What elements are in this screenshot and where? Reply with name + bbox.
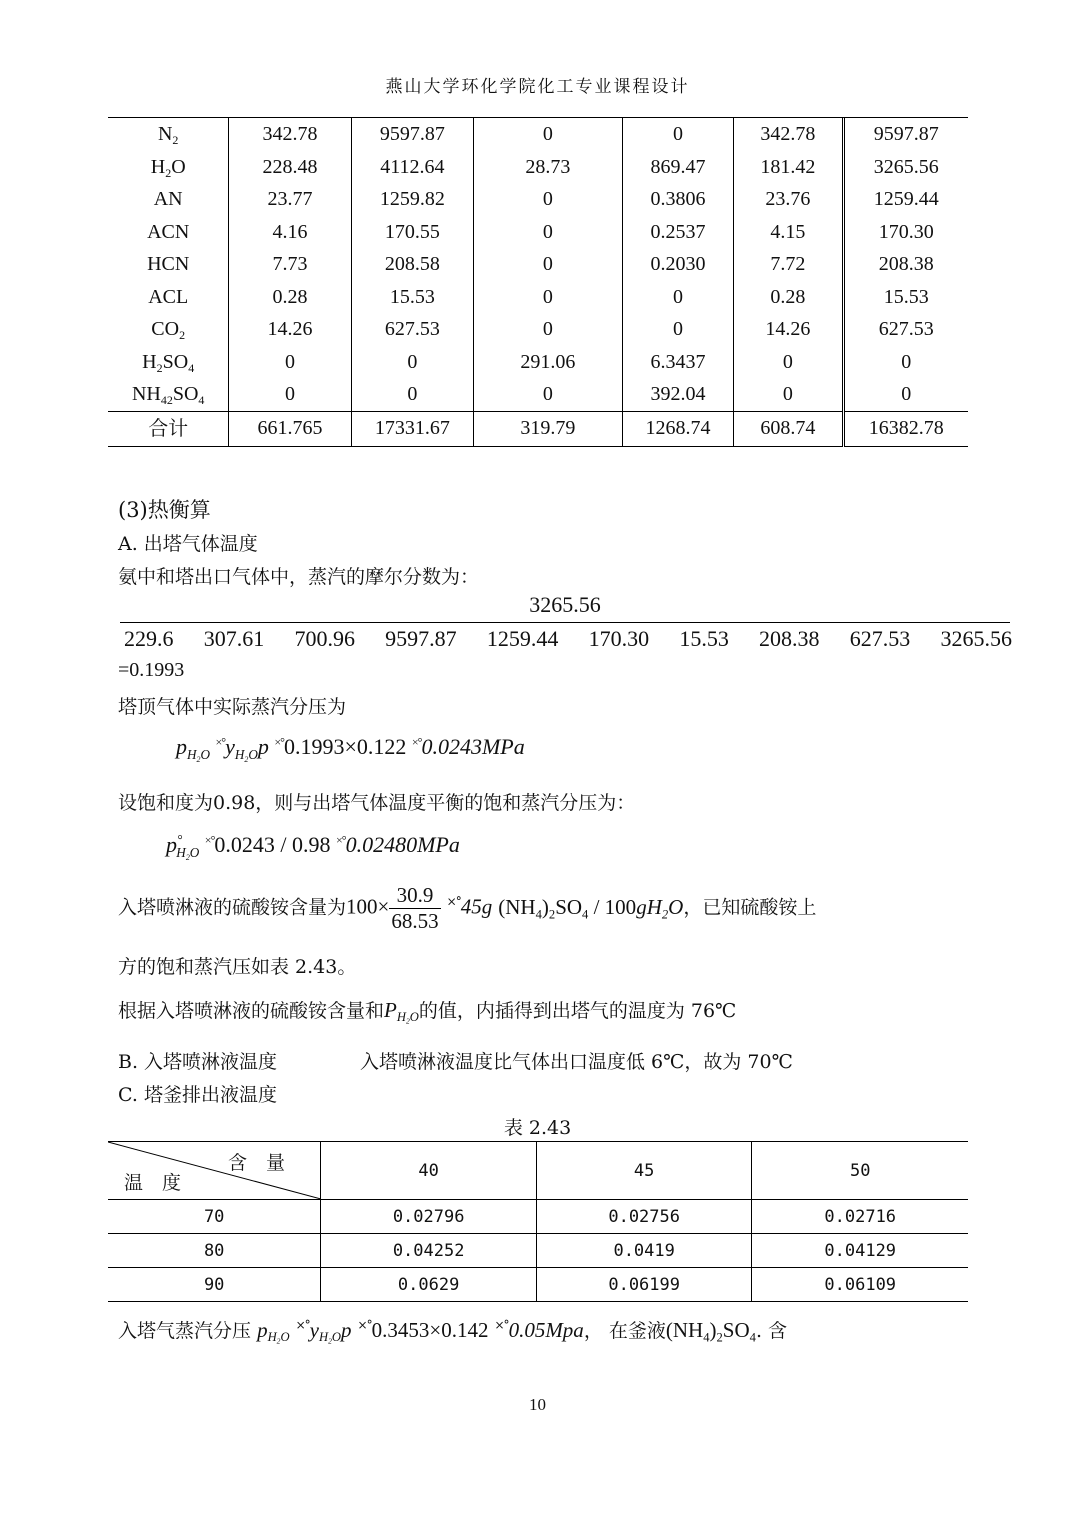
interpolation-suffix: 的值，内插得到出塔气的温度为 76℃ bbox=[418, 1000, 737, 1022]
equation-result: 0.02480MPa bbox=[345, 832, 460, 857]
table-cell: 0.0419 bbox=[536, 1234, 752, 1268]
table-cell: 0 bbox=[622, 313, 733, 346]
content-coefficient: 100× bbox=[346, 894, 390, 919]
table-cell: 208.58 bbox=[351, 248, 473, 281]
denominator-term: 208.38 bbox=[759, 626, 820, 651]
denominator-term: 170.30 bbox=[588, 626, 650, 651]
corner-label-content: 含 量 bbox=[228, 1152, 286, 1174]
bottom-values: 0.3453×0.142 bbox=[371, 1318, 489, 1342]
component-label: ACL bbox=[148, 285, 189, 308]
total-label: 合计 bbox=[108, 411, 229, 446]
table-row bbox=[108, 1200, 968, 1234]
component-label: AN bbox=[153, 188, 183, 210]
content-line-2: 方的饱和蒸汽压如表 2.43。 bbox=[118, 956, 357, 978]
table-cell: 0 bbox=[351, 378, 473, 411]
table-header-row bbox=[108, 1142, 968, 1200]
table-cell: 1259.44 bbox=[843, 183, 968, 216]
content-denominator: 68.53 bbox=[391, 909, 439, 933]
table-cell: 627.53 bbox=[843, 313, 968, 346]
subsection-b-title: B. 入塔喷淋液温度 bbox=[118, 1051, 278, 1073]
table-cell: 0 bbox=[474, 216, 623, 249]
denominator-term: 307.61 bbox=[203, 626, 265, 651]
table-cell: 0.2030 bbox=[622, 248, 733, 281]
table-cell: 0 bbox=[474, 248, 623, 281]
table-cell: 0 bbox=[843, 378, 968, 411]
table-cell: 0 bbox=[474, 281, 623, 314]
table-cell: 16382.78 bbox=[843, 411, 968, 446]
table-cell: 181.42 bbox=[734, 151, 843, 184]
table-cell: 0 bbox=[474, 378, 623, 411]
saturation-text: 设饱和度为0.98，则与出塔气体温度平衡的饱和蒸汽分压为： bbox=[118, 792, 636, 814]
table-cell: 17331.67 bbox=[351, 411, 473, 446]
table-cell: 23.76 bbox=[734, 183, 843, 216]
diagonal-header-cell bbox=[108, 1142, 321, 1200]
mass-balance-table bbox=[108, 118, 968, 447]
corner-label-temperature: 温 度 bbox=[124, 1172, 182, 1194]
bottom-prefix: 入塔气蒸汽分压 bbox=[118, 1320, 252, 1342]
content-prefix: 入塔喷淋液的硫酸铵含量为 bbox=[118, 896, 347, 919]
table-row bbox=[108, 1268, 968, 1302]
equation-result: 0.0243MPa bbox=[421, 734, 525, 759]
table-cell: 14.26 bbox=[734, 313, 843, 346]
intro-text: 氨中和塔出口气体中，蒸汽的摩尔分数为： bbox=[118, 566, 480, 588]
table-total-row bbox=[108, 411, 968, 446]
fraction-numerator: 3265.56 bbox=[529, 592, 601, 617]
fraction-denominator bbox=[124, 626, 1012, 652]
table-cell: 0.0629 bbox=[321, 1268, 537, 1302]
fraction-result: =0.1993 bbox=[118, 659, 185, 681]
bottom-line: 入塔气蒸汽分压 $p_{H_2O}$ $^{\times^\circ}y_{H_2O}p$ ×°0.3453×0.142 ×°0.05Mpa， 在釜液$(NH_4)_2SO_4$. 含 bbox=[118, 1318, 788, 1347]
table-cell: 342.78 bbox=[229, 118, 351, 151]
component-label: $H_2SO_4$ bbox=[142, 350, 195, 375]
table-cell: 0 bbox=[622, 118, 733, 151]
table-cell: 15.53 bbox=[351, 281, 473, 314]
table-cell: 228.48 bbox=[229, 151, 351, 184]
subsection-c-title: C. 塔釜排出液温度 bbox=[118, 1084, 277, 1106]
table-row bbox=[108, 313, 968, 346]
table-cell: 342.78 bbox=[734, 118, 843, 151]
table-cell: 869.47 bbox=[622, 151, 733, 184]
table-row bbox=[108, 281, 968, 314]
equation-values: 0.0243 / 0.98 bbox=[214, 832, 331, 857]
table-cell: 291.06 bbox=[474, 346, 623, 379]
subsection-a-title: A. 出塔气体温度 bbox=[118, 533, 258, 555]
table-cell: 1268.74 bbox=[622, 411, 733, 446]
table-cell: 0 bbox=[843, 346, 968, 379]
content-numerator: 30.9 bbox=[389, 883, 440, 909]
equation-saturated-pressure: $p^\circ_{H_2O}$ ×°0.0243 / 0.98 ×°0.02480MPa bbox=[166, 832, 460, 862]
table-cell: 0.04252 bbox=[321, 1234, 537, 1268]
table-row bbox=[108, 216, 968, 249]
row-header: 90 bbox=[108, 1268, 321, 1302]
column-header: 45 bbox=[536, 1142, 752, 1200]
table-cell: 9597.87 bbox=[351, 118, 473, 151]
denominator-term: 9597.87 bbox=[385, 626, 457, 651]
section-heading: (3)热衡算 bbox=[118, 498, 211, 522]
table-cell: 608.74 bbox=[734, 411, 843, 446]
bottom-end: . 含 bbox=[755, 1320, 788, 1342]
table-cell: 0 bbox=[474, 313, 623, 346]
table-row bbox=[108, 1234, 968, 1268]
table-cell: 0.02796 bbox=[321, 1200, 537, 1234]
table-caption: 表 2.43 bbox=[503, 1117, 572, 1139]
denominator-term: 3265.56 bbox=[940, 626, 1012, 651]
table-cell: 0 bbox=[229, 346, 351, 379]
table-cell: 0.04129 bbox=[752, 1234, 968, 1268]
table-cell: 4112.64 bbox=[351, 151, 473, 184]
table-row bbox=[108, 151, 968, 184]
table-cell: 0.2537 bbox=[622, 216, 733, 249]
table-row bbox=[108, 346, 968, 379]
content-fraction bbox=[389, 883, 440, 934]
table-cell: 0 bbox=[622, 281, 733, 314]
component-label: $N_2$ bbox=[157, 123, 179, 148]
table-cell: 0.28 bbox=[229, 281, 351, 314]
table-cell: 9597.87 bbox=[843, 118, 968, 151]
interpolation-prefix: 根据入塔喷淋液的硫酸铵含量和 bbox=[118, 1000, 385, 1022]
component-label: $H_2O$ bbox=[150, 155, 186, 180]
table-cell: 627.53 bbox=[351, 313, 473, 346]
table-cell: 319.79 bbox=[474, 411, 623, 446]
denominator-term: 15.53 bbox=[679, 626, 729, 651]
denominator-term: 229.6 bbox=[124, 626, 174, 651]
table-row bbox=[108, 378, 968, 411]
interpolation-line: 根据入塔喷淋液的硫酸铵含量和$P_{H_2O}$的值，内插得到出塔气的温度为 76℃ bbox=[118, 998, 737, 1027]
column-header: 40 bbox=[321, 1142, 537, 1200]
denominator-term: 700.96 bbox=[294, 626, 355, 651]
table-cell: 4.15 bbox=[734, 216, 843, 249]
table-cell: 0.28 bbox=[734, 281, 843, 314]
table-cell: 0 bbox=[734, 346, 843, 379]
column-header: 50 bbox=[752, 1142, 968, 1200]
equation-values: 0.1993×0.122 bbox=[283, 734, 407, 759]
table-cell: 4.16 bbox=[229, 216, 351, 249]
table-cell: 7.73 bbox=[229, 248, 351, 281]
component-label: $CO_2$ bbox=[151, 318, 186, 343]
equation-partial-pressure: $p_{H_2O}$ $^{\times^\circ}y_{H_2O}p$ ×°0.1993×0.122 ×°0.0243MPa bbox=[176, 734, 525, 764]
bottom-result: 0.05Mpa bbox=[508, 1318, 584, 1342]
table-cell: 0.06109 bbox=[752, 1268, 968, 1302]
table-cell: 28.73 bbox=[474, 151, 623, 184]
denominator-term: 1259.44 bbox=[486, 626, 559, 651]
content-suffix: ，已知硫酸铵上 bbox=[683, 896, 817, 919]
table-row bbox=[108, 183, 968, 216]
table-cell: 14.26 bbox=[229, 313, 351, 346]
subsection-b-text: 入塔喷淋液温度比气体出口温度低 6℃，故为 70℃ bbox=[360, 1051, 793, 1073]
table-cell: 208.38 bbox=[843, 248, 968, 281]
denominator-term: 627.53 bbox=[849, 626, 911, 651]
table-cell: 0 bbox=[351, 346, 473, 379]
page-number: 10 bbox=[529, 1395, 546, 1414]
table-cell: 170.55 bbox=[351, 216, 473, 249]
table-cell: 7.72 bbox=[734, 248, 843, 281]
table-cell: 170.30 bbox=[843, 216, 968, 249]
content-result: 45g bbox=[460, 894, 493, 919]
component-label: $NH_{42}SO_4$ bbox=[131, 383, 205, 408]
table-row bbox=[108, 248, 968, 281]
partial-pressure-text: 塔顶气体中实际蒸汽分压为 bbox=[118, 696, 347, 718]
table-cell: 0 bbox=[474, 118, 623, 151]
table-cell: 0.3806 bbox=[622, 183, 733, 216]
content-line: 入塔喷淋液的硫酸铵含量为100× $\frac{30.9}{68.53}$ ×°45g $(NH_4)_2SO_4 / 100gH_2O$，已知硫酸铵上 bbox=[118, 883, 817, 933]
bottom-middle: ， 在釜液 bbox=[583, 1320, 666, 1342]
table-cell: 392.04 bbox=[622, 378, 733, 411]
table-cell: 0 bbox=[734, 378, 843, 411]
table-cell: 23.77 bbox=[229, 183, 351, 216]
fraction-bar bbox=[120, 622, 1010, 623]
table-cell: 0.02756 bbox=[536, 1200, 752, 1234]
table-cell: 3265.56 bbox=[843, 151, 968, 184]
component-label: HCN bbox=[147, 253, 190, 275]
table-cell: 1259.82 bbox=[351, 183, 473, 216]
table-cell: 0.02716 bbox=[752, 1200, 968, 1234]
table-cell: 0 bbox=[229, 378, 351, 411]
table-cell: 0 bbox=[474, 183, 623, 216]
vapor-pressure-table bbox=[108, 1141, 968, 1302]
page-header: 燕山大学环化学院化工专业课程设计 bbox=[385, 77, 690, 97]
table-cell: 15.53 bbox=[843, 281, 968, 314]
table-cell: 661.765 bbox=[229, 411, 351, 446]
table-row bbox=[108, 118, 968, 151]
table-cell: 0.06199 bbox=[536, 1268, 752, 1302]
row-header: 80 bbox=[108, 1234, 321, 1268]
table-cell: 6.3437 bbox=[622, 346, 733, 379]
component-label: ACN bbox=[147, 220, 190, 243]
row-header: 70 bbox=[108, 1200, 321, 1234]
